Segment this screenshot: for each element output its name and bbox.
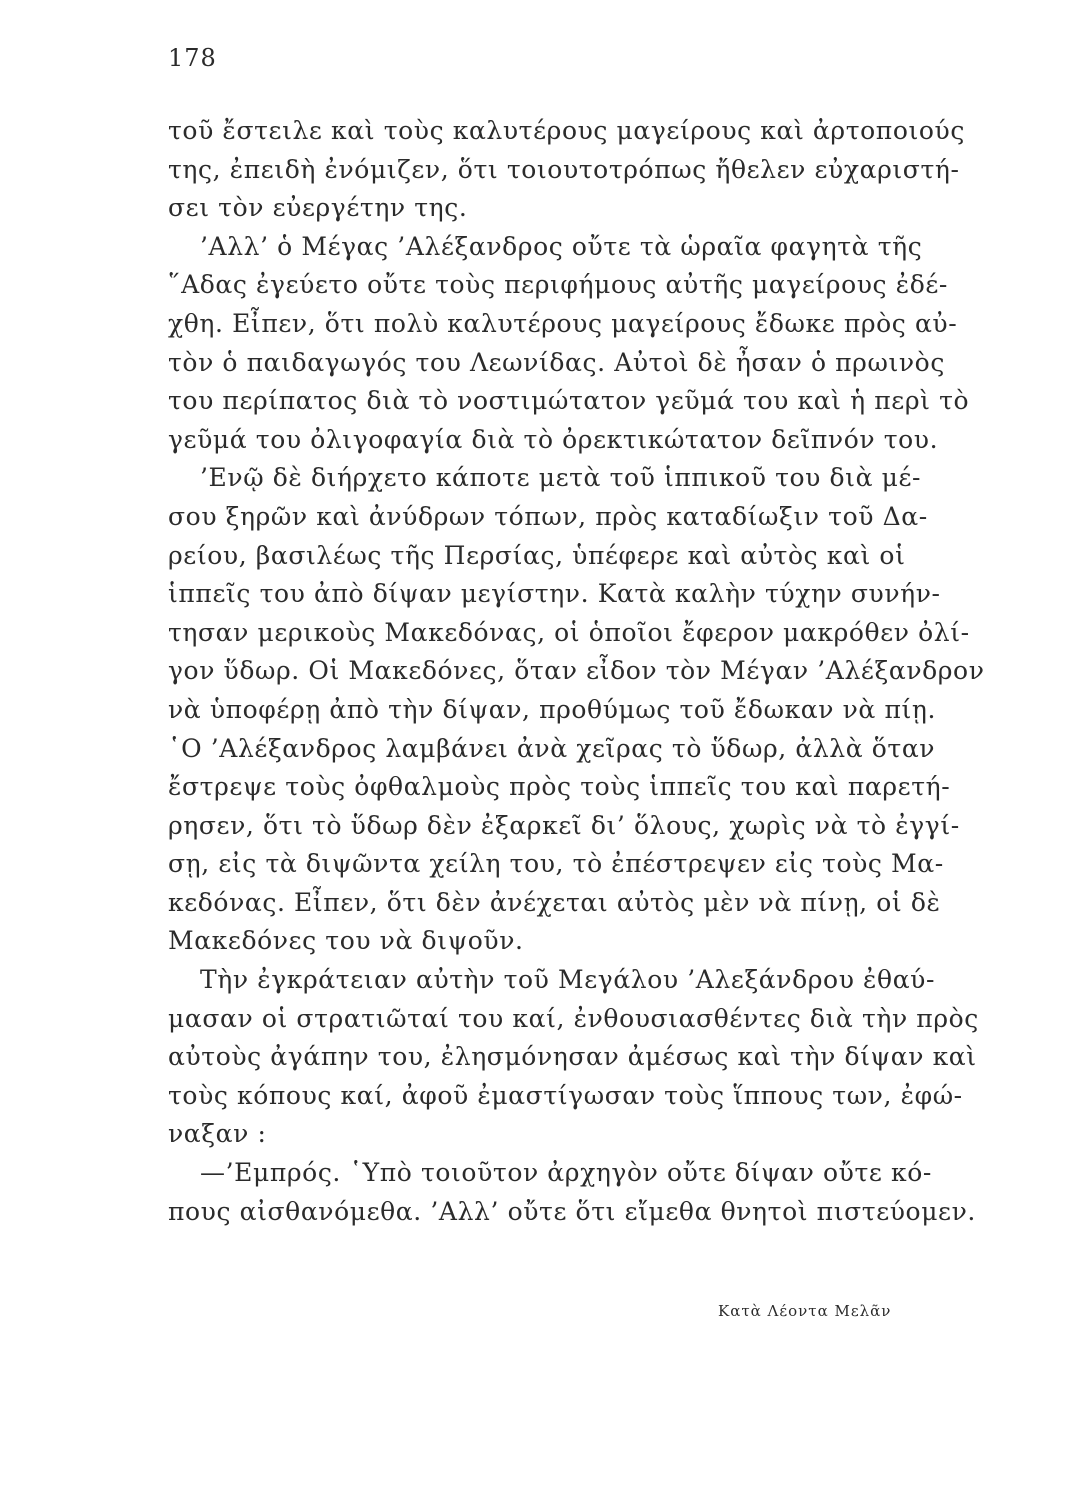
text-line: Μακεδόνες του νὰ διψοῦν. bbox=[168, 926, 524, 956]
text-line: ῞Αδας ἐγεύετο οὔτε τοὺς περιφήμους αὐτῆς μαγείρους ἐδέ- bbox=[168, 270, 948, 300]
text-line: γεῦμά του ὀλιγοφαγία διὰ τὸ ὀρεκτικώτατον δεῖπνόν του. bbox=[168, 424, 939, 454]
page-number: 178 bbox=[168, 44, 217, 72]
text-line: πους αἰσθανόμεθα. ’Αλλ’ οὔτε ὅτι εἴμεθα θνητοὶ πιστεύομεν. bbox=[168, 1196, 976, 1226]
text-line: τοῦ ἔστειλε καὶ τοὺς καλυτέρους μαγείρους καὶ ἀρτοποιούς bbox=[168, 116, 965, 145]
author-attribution: Κατὰ Λέοντα Μελᾶν bbox=[718, 1302, 892, 1320]
text-line: ρησεν, ὅτι τὸ ὕδωρ δὲν ἐξαρκεῖ δι’ ὅλους, χωρὶς νὰ τὸ ἐγγί- bbox=[168, 810, 960, 840]
text-line: κεδόνας. Εἶπεν, ὅτι δὲν ἀνέχεται αὐτὸς μὲν νὰ πίνῃ, οἱ δὲ bbox=[168, 887, 941, 917]
text-line: αὐτοὺς ἀγάπην του, ἐλησμόνησαν ἀμέσως καὶ τὴν δίψαν καὶ bbox=[168, 1042, 977, 1072]
text-line: μασαν οἱ στρατιῶταί του καί, ἐνθουσιασθέντες διὰ τὴν πρὸς bbox=[168, 1003, 979, 1033]
text-line: της, ἐπειδὴ ἐνόμιζεν, ὅτι τοιουτοτρόπως ἤθελεν εὐχαριστή- bbox=[168, 154, 960, 184]
text-line: γον ὕδωρ. Οἱ Μακεδόνες, ὅταν εἶδον τὸν Μέγαν ’Αλέξανδρον bbox=[168, 656, 985, 686]
text-line: ρείου, βασιλέως τῆς Περσίας, ὑπέφερε καὶ αὐτὸς καὶ οἱ bbox=[168, 540, 906, 570]
text-line: τοὺς κόπους καί, ἀφοῦ ἐμαστίγωσαν τοὺς ἵππους των, ἐφώ- bbox=[168, 1080, 963, 1110]
text-line: σει τὸν εὐεργέτην της. bbox=[168, 193, 468, 223]
text-line: —’Εμπρός. ῾Υπὸ τοιοῦτον ἀρχηγὸν οὔτε δίψαν οὔτε κό- bbox=[200, 1158, 932, 1188]
text-line: τησαν μερικοὺς Μακεδόνας, οἱ ὁποῖοι ἔφερον μακρόθεν ὀλί- bbox=[168, 617, 970, 647]
text-line: ναξαν : bbox=[168, 1119, 267, 1149]
text-line: του περίπατος διὰ τὸ νοστιμώτατον γεῦμά του καὶ ἡ περὶ τὸ bbox=[168, 386, 970, 416]
text-line: ἱππεῖς του ἀπὸ δίψαν μεγίστην. Κατὰ καλὴν τύχην συνήν- bbox=[168, 579, 941, 609]
text-line: σου ξηρῶν καὶ ἀνύδρων τόπων, πρὸς καταδίωξιν τοῦ Δα- bbox=[168, 501, 928, 531]
text-line: ἔστρεψε τοὺς ὀφθαλμοὺς πρὸς τοὺς ἱππεῖς του καὶ παρετή- bbox=[168, 772, 951, 802]
text-line: σῃ, εἰς τὰ διψῶντα χείλη του, τὸ ἐπέστρεψεν εἰς τοὺς Μα- bbox=[168, 849, 944, 879]
text-line: τὸν ὁ παιδαγωγός του Λεωνίδας. Αὐτοὶ δὲ ἦσαν ὁ πρωινὸς bbox=[168, 347, 945, 377]
text-line: Τὴν ἐγκράτειαν αὐτὴν τοῦ Μεγάλου ’Αλεξάνδρου ἐθαύ- bbox=[200, 965, 936, 995]
text-line: νὰ ὑποφέρῃ ἀπὸ τὴν δίψαν, προθύμως τοῦ ἔδωκαν νὰ πίῃ. bbox=[168, 694, 937, 724]
text-line: ’Αλλ’ ὁ Μέγας ’Αλέξανδρος οὔτε τὰ ὡραῖα φαγητὰ τῆς bbox=[200, 231, 923, 261]
text-line: ῾Ο ’Αλέξανδρος λαμβάνει ἀνὰ χεῖρας τὸ ὕδωρ, ἀλλὰ ὅταν bbox=[168, 733, 936, 763]
text-line: χθη. Εἶπεν, ὅτι πολὺ καλυτέρους μαγείρους ἔδωκε πρὸς αὐ- bbox=[168, 308, 958, 338]
text-line: ’Ενῷ δὲ διήρχετο κάποτε μετὰ τοῦ ἱππικοῦ του διὰ μέ- bbox=[200, 463, 922, 493]
body-text bbox=[168, 112, 1003, 1231]
